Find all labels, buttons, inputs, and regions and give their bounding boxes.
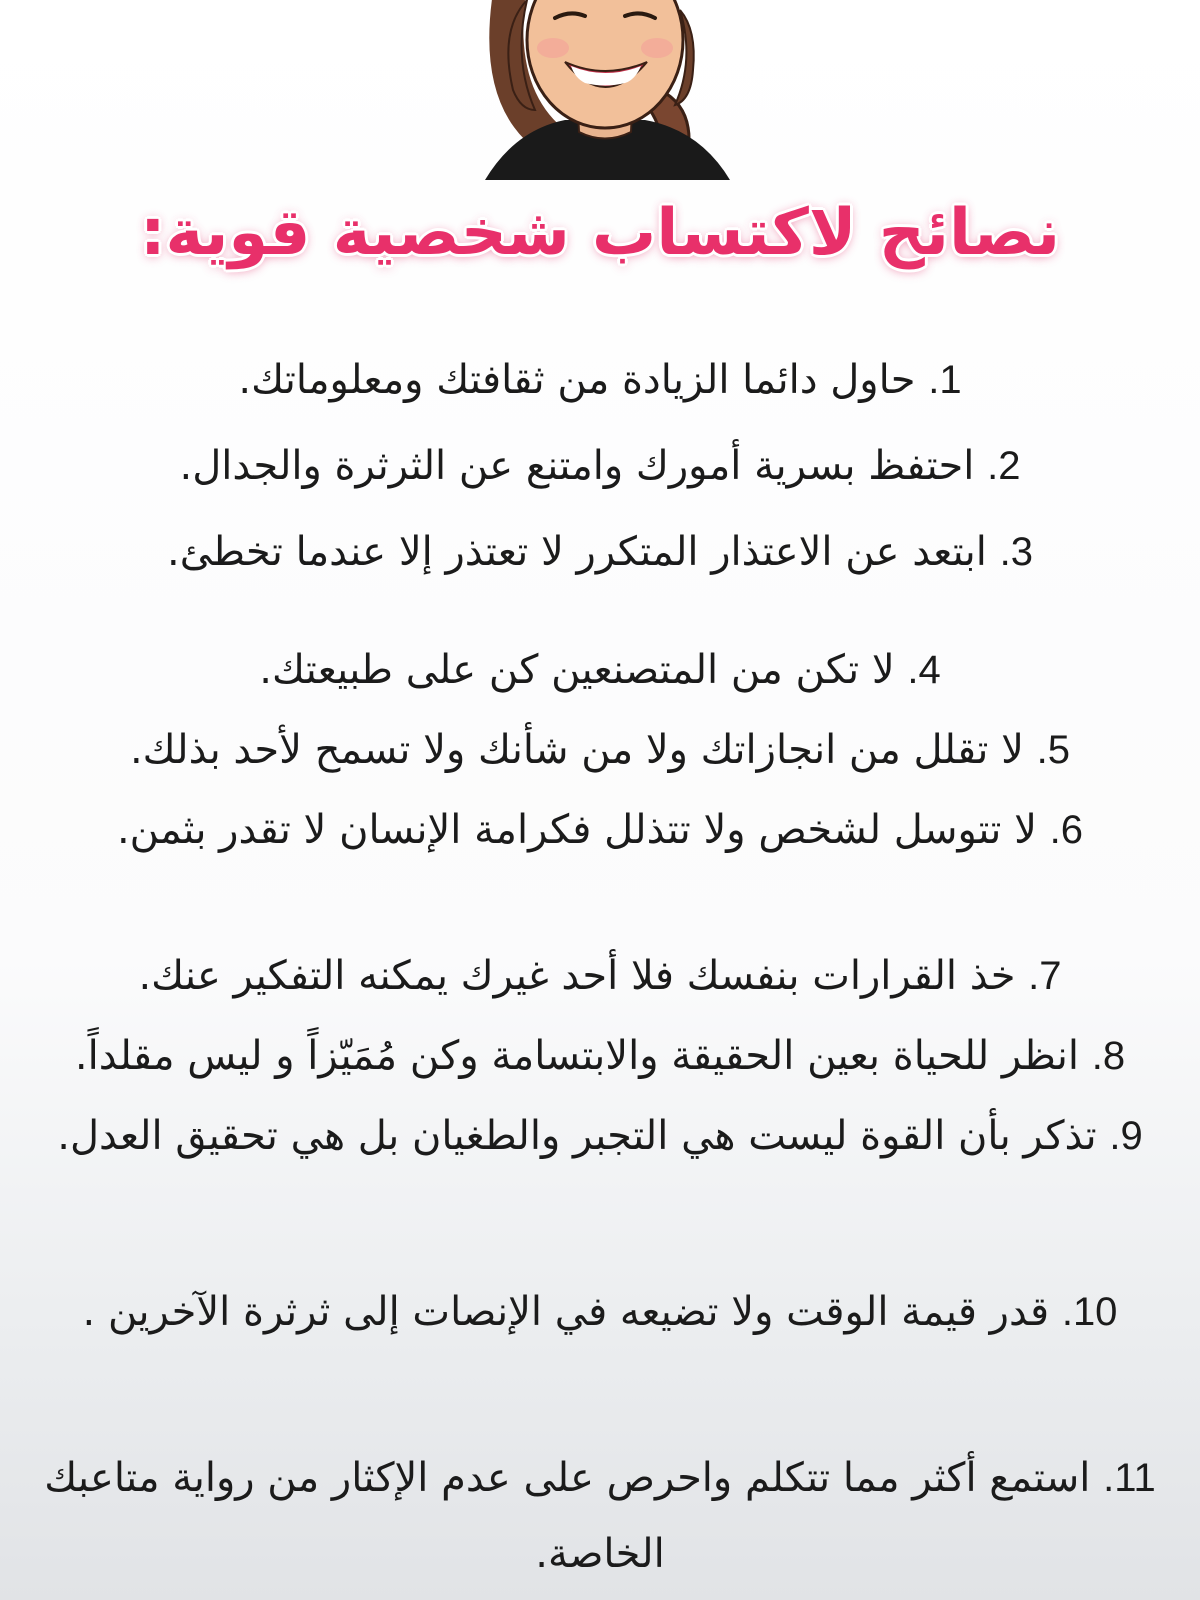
tip-7 — [12, 938, 1188, 1014]
tip-4-number: 4. — [907, 648, 941, 692]
tip-6-number: 6. — [1049, 808, 1084, 852]
tip-7-number: 7. — [1028, 954, 1062, 998]
tip-1 — [12, 342, 1188, 418]
tip-3-number: 3. — [999, 530, 1033, 574]
tip-2-text: احتفظ بسرية أمورك وامتنع عن الثرثرة والجدال. — [179, 443, 975, 489]
tip-11-number: 11. — [1103, 1456, 1156, 1500]
tip-8-text: انظر للحياة بعين الحقيقة والابتسامة وكن مُمَيّزاً و ليس مقلداً. — [74, 1033, 1080, 1079]
tip-10-number: 10. — [1061, 1290, 1118, 1334]
tip-10 — [12, 1274, 1188, 1350]
tip-9 — [12, 1098, 1188, 1174]
tip-9-text: تذكر بأن القوة ليست هي التجبر والطغيان بل هي تحقيق العدل. — [57, 1113, 1097, 1159]
tip-5 — [12, 712, 1188, 788]
tip-6-text: لا تتوسل لشخص ولا تتذلل فكرامة الإنسان لا تقدر بثمن. — [116, 807, 1037, 853]
tip-8 — [12, 1018, 1188, 1094]
tip-7-text: خذ القرارات بنفسك فلا أحد غيرك يمكنه التفكير عنك. — [138, 953, 1016, 999]
tip-5-text: لا تقلل من انجازاتك ولا من شأنك ولا تسمح لأحد بذلك. — [129, 727, 1024, 773]
tip-3-text: ابتعد عن الاعتذار المتكرر لا تعتذر إلا عندما تخطئ. — [167, 529, 987, 575]
tip-11-text: استمع أكثر مما تتكلم واحرص على عدم الإكثار من رواية متاعبك الخاصة. — [44, 1455, 1091, 1577]
cheek-right — [641, 38, 673, 58]
tip-5-number: 5. — [1036, 728, 1071, 772]
tip-9-number: 9. — [1109, 1114, 1143, 1158]
tip-1-number: 1. — [928, 358, 962, 402]
tip-8-number: 8. — [1091, 1034, 1126, 1078]
page-title: نصائح لاكتساب شخصية قوية: — [139, 196, 1061, 270]
tip-6 — [12, 792, 1188, 868]
tip-2 — [12, 428, 1188, 504]
avatar-illustration — [455, 0, 755, 180]
tip-4 — [12, 632, 1188, 708]
tip-2-number: 2. — [987, 444, 1021, 488]
tip-11 — [12, 1440, 1188, 1592]
tip-1-text: حاول دائما الزيادة من ثقافتك ومعلوماتك. — [238, 357, 916, 403]
cheek-left — [537, 38, 569, 58]
tip-3 — [12, 514, 1188, 590]
tip-4-text: لا تكن من المتصنعين كن على طبيعتك. — [259, 647, 895, 693]
tip-10-text: قدر قيمة الوقت ولا تضيعه في الإنصات إلى ثرثرة الآخرين . — [82, 1289, 1050, 1335]
